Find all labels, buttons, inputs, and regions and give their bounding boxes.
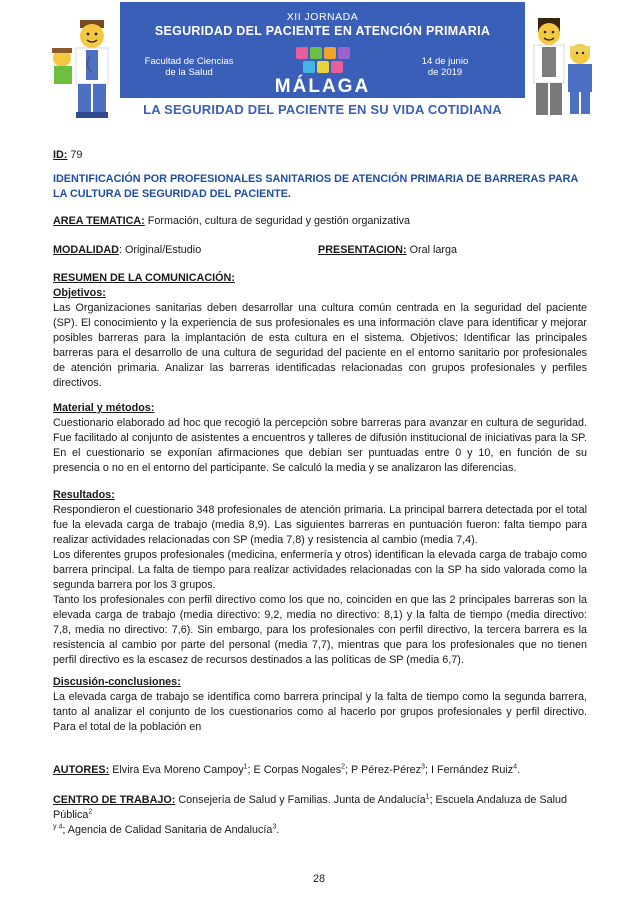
results-heading: Resultados: [53,489,115,501]
results-paragraph: Los diferentes grupos profesionales (medicina, enfermería y otros) identifican la elevada carga de trabajo como barrera principal. La falta de tiempo para realizar actividades relacionadas con la SP ha sido valorada como la segunda barrera por los 3 grupos. [53,549,587,591]
modalidad-value: : Original/Estudio [118,244,202,256]
banner-city: MÁLAGA [274,76,371,97]
event-banner [50,2,595,124]
methods-heading: Material y métodos: [53,402,155,414]
area-label: AREA TEMATICA: [53,215,145,227]
authors-line: AUTORES: Elvira Eva Moreno Campoy$^1$; E Corpas Nogales$^2$; P Pérez-Pérez$^3$; I Fernández Ruiz$^4$. [53,763,521,776]
banner-slogan: LA SEGURIDAD DEL PACIENTE EN SU VIDA COTIDIANA [143,102,502,117]
banner-header-box [120,2,525,98]
thematic-area [53,214,410,229]
lego-doctors-illustration [528,10,595,122]
id-line [53,148,82,163]
author: ; I Fernández Ruiz$^4$ [424,763,518,776]
banner-venue: Facultad de Ciencias de la Salud [144,56,234,78]
presentacion-value: Oral larga [406,244,457,256]
id-label: ID: [53,149,68,161]
results-text [53,503,587,668]
banner-event-title: SEGURIDAD DEL PACIENTE EN ATENCIÓN PRIMARIA [154,24,491,38]
authors-label: AUTORES: [53,764,110,776]
page-number: 28 [312,873,325,885]
objectives-text: Las Organizaciones sanitarias deben desarrollar una cultura común centrada en la seguridad del paciente (SP). El conocimiento y la experiencia de sus profesionales es una información clave para identificar y mejorar posibles barreras para la implantación de esta cultura en el sistema. Objetivos: Identificar las principales barreras para el desarrollo de una cultura de seguridad del paciente en el entorno sanitario por profesionales de atención primaria. Analizar las barreras identificadas relacionadas con grupos profesionales y perfiles directivos. [53,302,587,389]
author: ; E Corpas Nogales$^2$ [247,763,346,776]
conclusions-heading: Discusión-conclusiones: [53,676,181,688]
objectives-heading: Objetivos: [53,287,106,299]
conclusions-text: La elevada carga de trabajo se identifica como barrera principal y la falta de tiempo como la segunda barrera, tanto al analizar el conjunto de los cuestionarios como al hacerlo por grupos profesionales y perfil directivo. Para el total de la población en [53,691,587,733]
workplace-line: CENTRO DE TRABAJO: Consejería de Salud y Familias. Junta de Andalucía$^1$; Escuela Andaluza de Salud Pública$^2$ $^{y 4}$; Agencia de Calidad Sanitaria de Andalucía$^3$. [53,793,568,836]
results-paragraph: Tanto los profesionales con perfil directivo como los que no, coinciden en que las 2 principales barreras son la elevada carga de trabajo (media directivo: 9,2, media no directivo: 8,1) y la falta de tiempo (media directivo: 7,8, media no directivo: 7,6). Sin embargo, para los profesionales con perfil directivo, la tercera barrera es la resistencia al cambio por parte del personal (media 7,7), mientras que para los profesionales que no tienen perfil directivo es la escasez de recursos destinados a las políticas de SP (media 6,7). [53,594,587,666]
results-paragraph: Respondieron el cuestionario 348 profesionales de atención primaria. La principal barrera detectada por el total fue la elevada carga de trabajo (media 8,9). Las siguientes barreras en puntuación fueron: falta tiempo para realizar actividades relacionadas con SP (media 7,8) y resistencia al cambio (media 7,4). [53,504,587,546]
banner-edition: XII JORNADA [286,11,359,23]
abstract-title: IDENTIFICACIÓN POR PROFESIONALES SANITARIOS DE ATENCIÓN PRIMARIA DE BARRERAS PARA LA CULTURA DE SEGURIDAD DEL PACIENTE. [53,173,578,200]
colored-cubes-logo [296,47,350,73]
area-value: Formación, cultura de seguridad y gestión organizativa [144,215,411,227]
banner-date: 14 de junio de 2019 [421,56,469,78]
lego-doctor-with-child-illustration [50,10,118,120]
author: ; P Pérez-Pérez$^3$ [345,763,425,776]
presentation-type [318,243,457,258]
id-value: 79 [67,149,83,161]
modality [53,243,201,258]
author: Elvira Eva Moreno Campoy$^1$ [109,763,248,776]
presentacion-label: PRESENTACION: [318,244,407,256]
modalidad-label: MODALIDAD [53,244,119,256]
workplace-label: CENTRO DE TRABAJO: [53,794,176,806]
methods-text: Cuestionario elaborado ad hoc que recogió la percepción sobre barreras para avanzar en cultura de seguridad. Fue facilitado al conjunto de asistentes a encuentros y talleres de difusión institucional de iniciativas para la SP. En el cuestionario se exponían afirmaciones que debían ser puntuadas entre 0 y 10, en función de su presencia o no en el entorno del participante. Se calculó la media y se analizaron las diferencias. [53,417,587,474]
summary-heading: RESUMEN DE LA COMUNICACIÓN: [53,272,235,284]
